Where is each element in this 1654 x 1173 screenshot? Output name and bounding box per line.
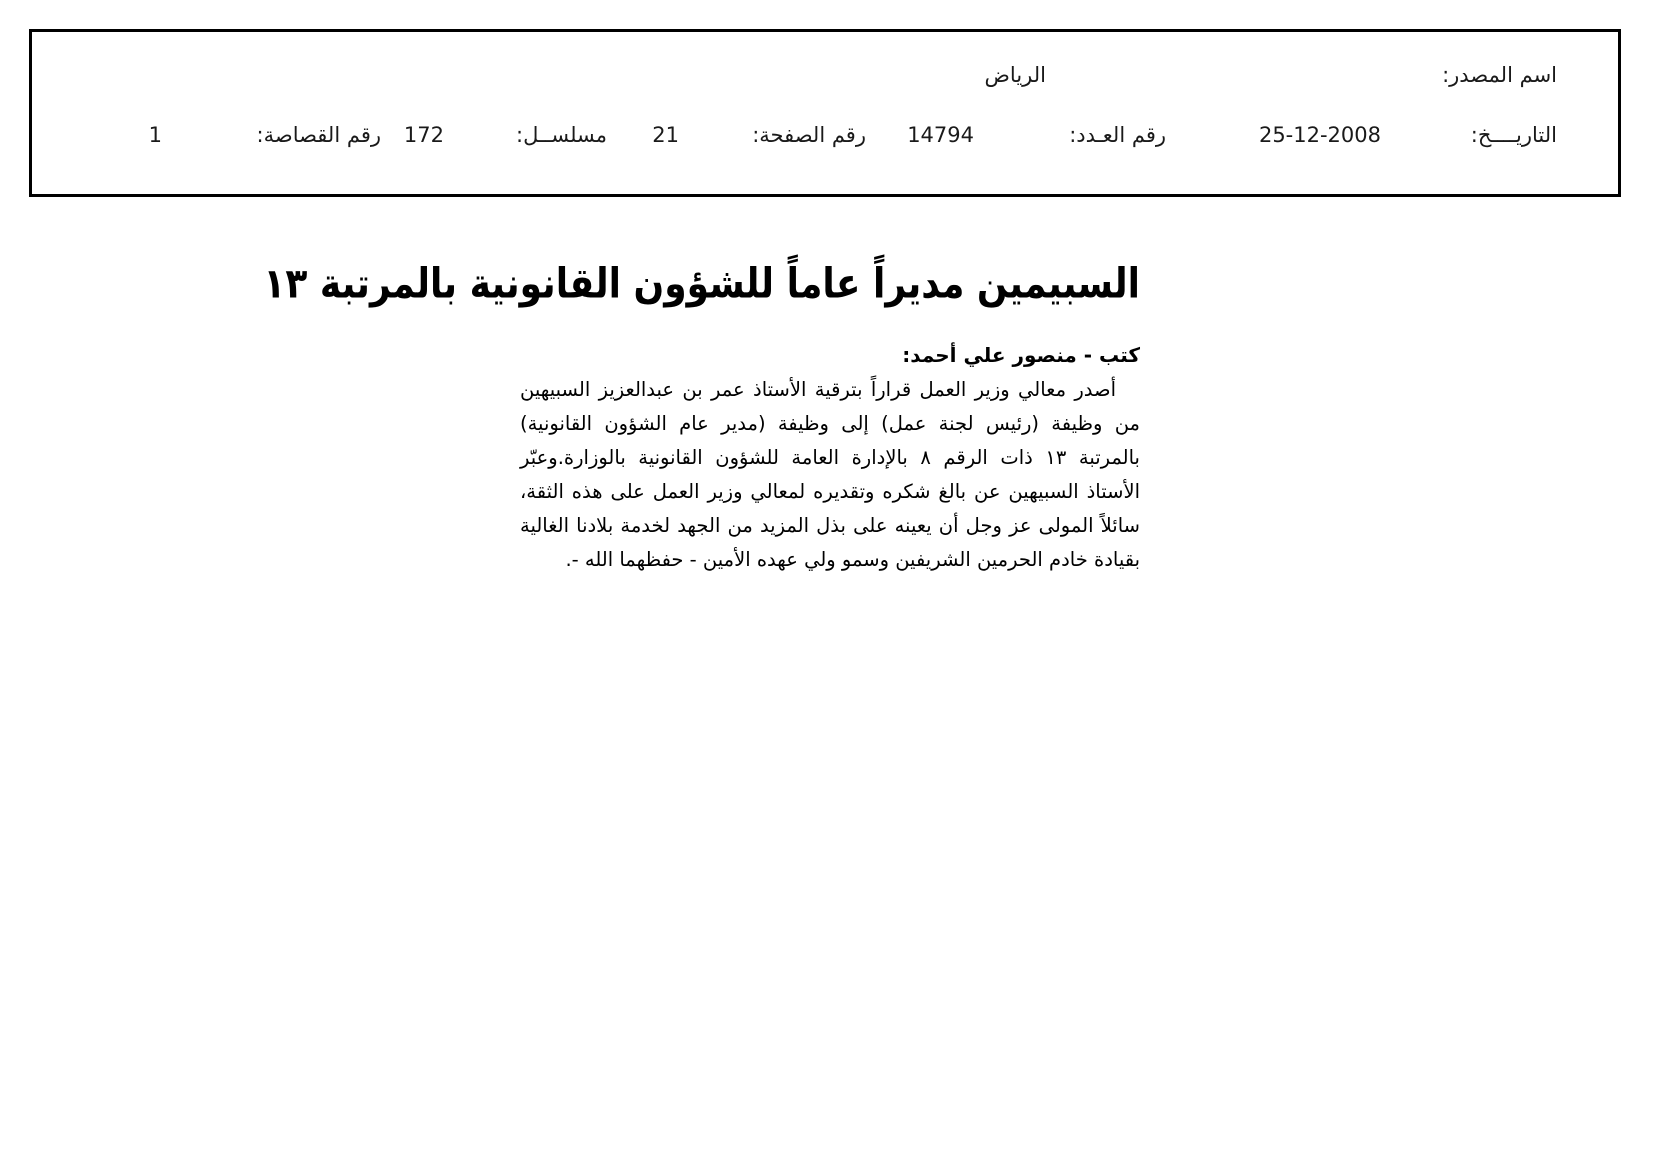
source-label: اسم المصدر:: [1442, 63, 1557, 87]
issue-label: رقم العـدد:: [1069, 123, 1166, 147]
article-headline: السبيمين مديراً عاماً للشؤون القانونية بالمرتبة ١٣: [263, 260, 1140, 308]
issue-value: 14794: [907, 123, 974, 147]
page-value: 21: [652, 123, 679, 147]
date-value: 25-12-2008: [1258, 123, 1381, 147]
source-value: الرياض: [984, 63, 1046, 87]
clipping-metadata-box: [29, 29, 1621, 197]
clip-number-label: رقم القصاصة:: [256, 123, 381, 147]
serial-label: مسلســل:: [516, 123, 607, 147]
article-body: أصدر معالي وزير العمل قراراً بترقية الأستاذ عمر بن عبدالعزيز السبيهين من وظيفة (رئيس لجنة عمل) إلى وظيفة (مدير عام الشؤون القانونية) بالمرتبة ١٣ ذات الرقم ٨ بالإدارة العامة للشؤون القانونية بالوزارة.وعبّر الأستاذ السبيهين عن بالغ شكره وتقديره لمعالي وزير العمل على هذه الثقة، سائلاً المولى عز وجل أن يعينه على بذل المزيد من الجهد لخدمة بلادنا الغالية بقيادة خادم الحرمين الشريفين وسمو ولي عهده الأمين - حفظهما الله -.: [520, 378, 1140, 571]
page-label: رقم الصفحة:: [752, 123, 866, 147]
article-byline: كتب - منصور علي أحمد:: [902, 343, 1140, 367]
serial-value: 172: [403, 123, 444, 147]
date-label: التاريــــخ:: [1470, 123, 1557, 147]
clip-number-value: 1: [148, 123, 162, 147]
